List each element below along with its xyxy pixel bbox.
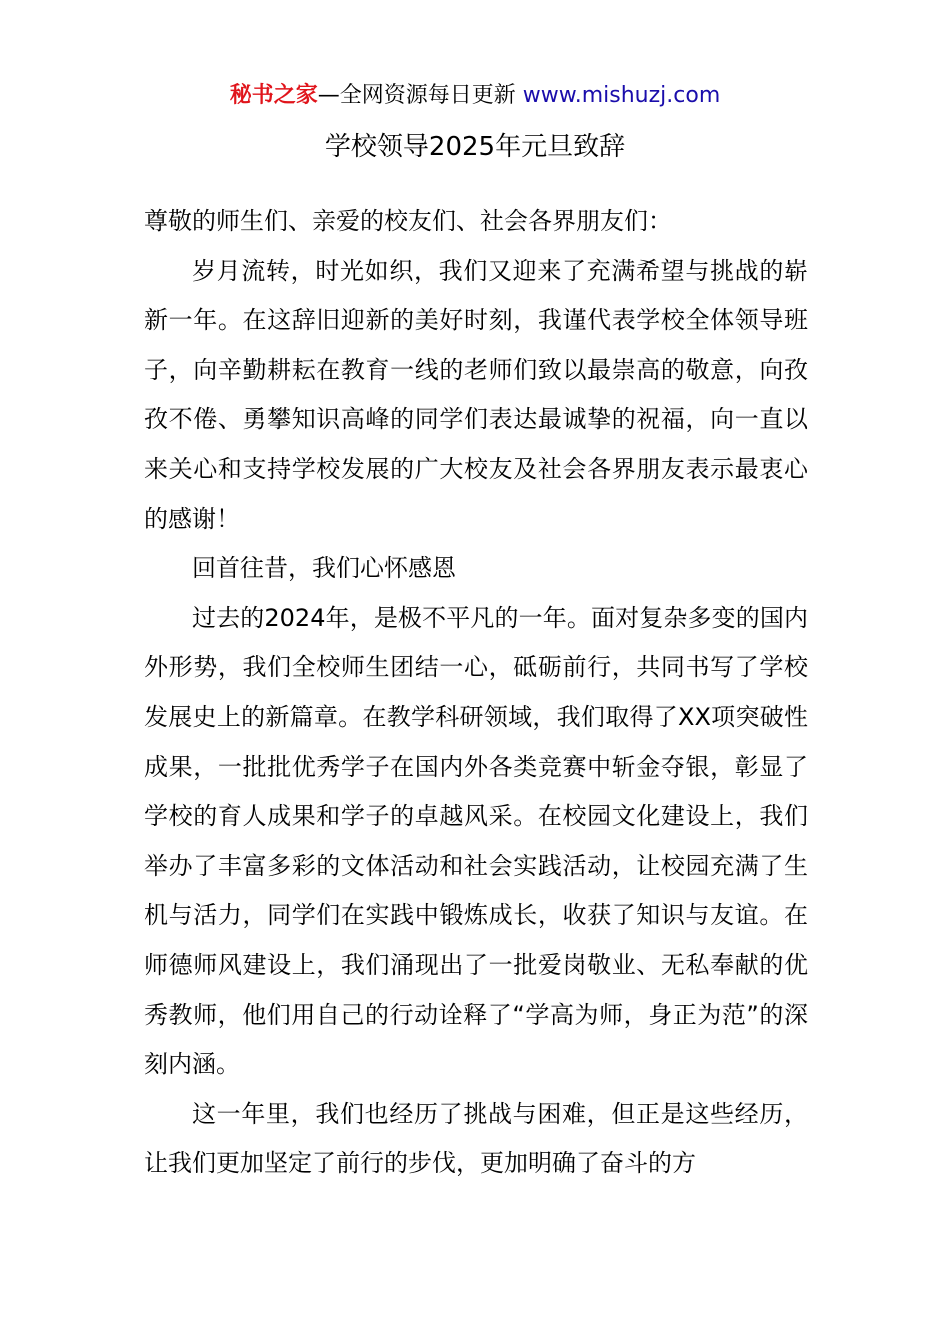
- paragraph-achievements: 过去的2024年，是极不平凡的一年。面对复杂多变的国内外形势，我们全校师生团结一心，砥砺前行，共同书写了学校发展史上的新篇章。在教学科研领域，我们取得了XX项突破性成果，一批批优秀学子在国内外各类竞赛中斩金夺银，彰显了学校的育人成果和学子的卓越风采。在校园文化建设上，我们举办了丰富多彩的文体活动和社会实践活动，让校园充满了生机与活力，同学们在实践中锻炼成长，收获了知识与友谊。在师德师风建设上，我们涌现出了一批爱岗敬业、无私奉献的优秀教师，他们用自己的行动诠释了“学高为师，身正为范”的深刻内涵。: [144, 603, 808, 1079]
- salutation: 尊敬的师生们、亲爱的校友们、社会各界朋友们：: [144, 207, 672, 235]
- section-heading-review: 回首往昔，我们心怀感恩: [192, 554, 456, 583]
- paragraph-greeting: 岁月流转，时光如织，我们又迎来了充满希望与挑战的崭新一年。在这辞旧迎新的美好时刻，我谨代表学校全体领导班子，向辛勤耕耘在教育一线的老师们致以最崇高的敬意，向孜孜不倦、勇攀知识高峰的同学们表达最诚挚的祝福，向一直以来关心和支持学校发展的广大校友及社会各界朋友表示最衷心的感谢！: [144, 256, 808, 533]
- paragraph-challenges: 这一年里，我们也经历了挑战与困难，但正是这些经历，让我们更加坚定了前行的步伐，更加明确了奋斗的方: [144, 1099, 808, 1178]
- brand-name: 秘书之家: [229, 83, 318, 108]
- site-header: [0, 80, 950, 112]
- document-title: 学校领导2025年元旦致辞: [324, 132, 626, 162]
- site-url-link[interactable]: www.mishuzj.com: [522, 83, 721, 108]
- document-body: [144, 197, 808, 1189]
- site-tagline: —全网资源每日更新: [317, 83, 516, 108]
